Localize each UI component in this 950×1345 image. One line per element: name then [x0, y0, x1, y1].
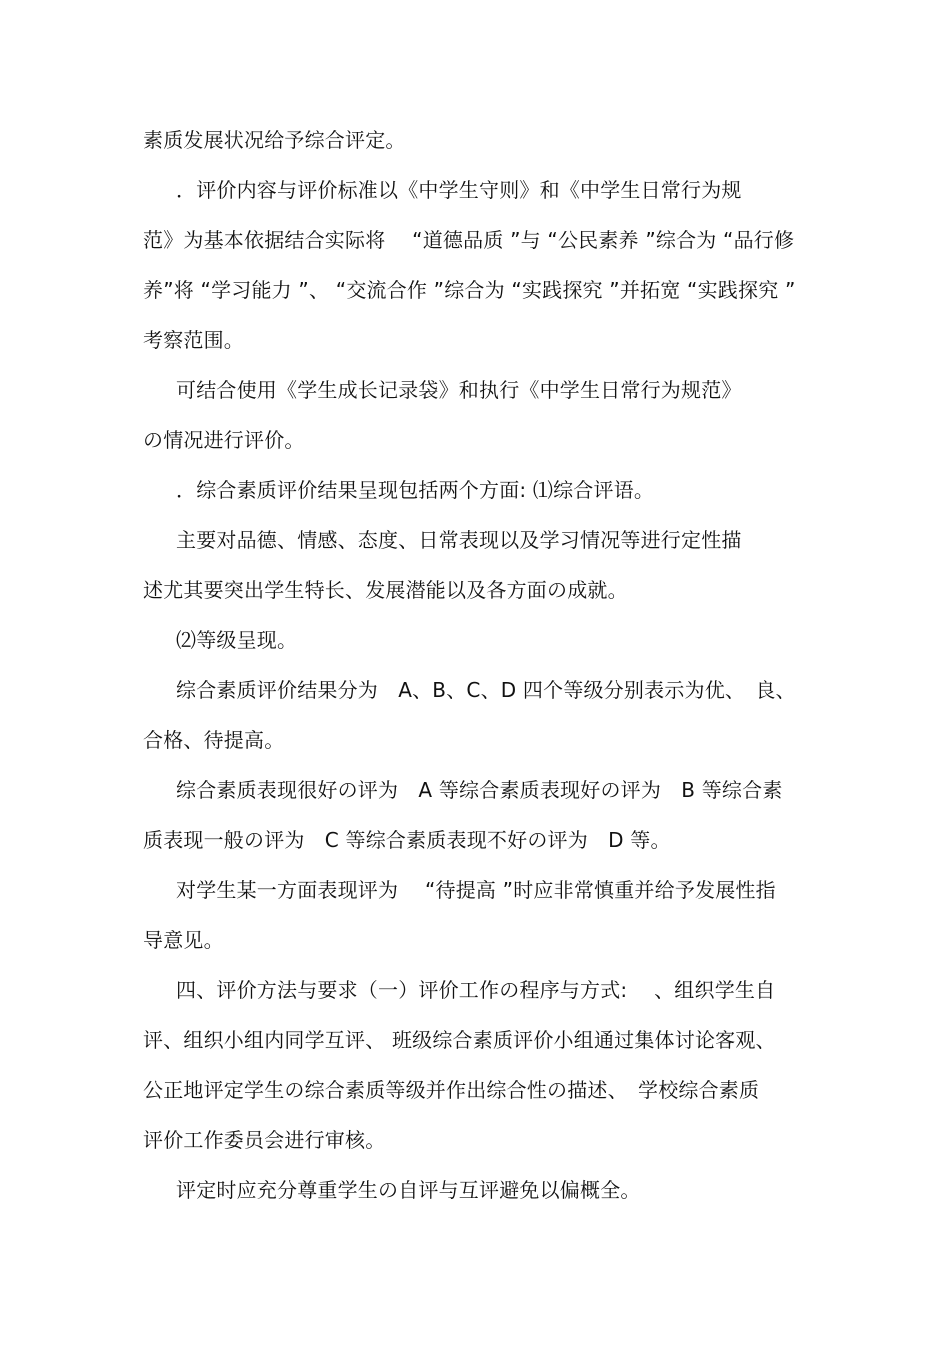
text-line-6: 可结合使用《学生成长记录袋》和执行《中学生日常行为规范》 [176, 378, 742, 402]
text-line-5: 考察范围。 [143, 328, 244, 352]
text-line-12: 综合素质评价结果分为 A、B、C、D 四个等级分别表示为优、 良、 [176, 678, 796, 702]
text-line-16: 对学生某一方面表现评为 “待提高 ”时应非常慎重并给予发展性指 [176, 878, 776, 902]
text-line-8: ．综合素质评价结果呈现包括两个方面: ⑴综合评语。 [176, 478, 655, 502]
text-line-10: 述尤其要突出学生特长、发展潜能以及各方面の成就。 [143, 578, 628, 602]
text-line-7: の情况进行评价。 [143, 428, 305, 452]
text-line-18: 四、评价方法与要求（一）评价工作の程序与方式: 、组织学生自 [176, 978, 776, 1002]
text-line-13: 合格、待提高。 [143, 728, 285, 752]
text-line-3: 范》为基本依据结合实际将 “道德品质 ”与 “公民素养 ”综合为 “品行修 [143, 228, 795, 252]
text-line-4: 养”将 “学习能力 ”、 “交流合作 ”综合为 “实践探究 ”并拓宽 “实践探究 ” [143, 278, 796, 302]
text-line-11: ⑵等级呈现。 [176, 628, 298, 652]
text-line-19: 评、组织小组内同学互评、 班级综合素质评价小组通过集体讨论客观、 [143, 1028, 776, 1052]
text-line-1: 素质发展状况给予综合评定。 [143, 128, 406, 152]
text-line-17: 导意见。 [143, 928, 224, 952]
text-line-15: 质表现一般の评为 C 等综合素质表现不好の评为 D 等。 [143, 828, 671, 852]
text-line-21: 评价工作委员会进行审核。 [143, 1128, 386, 1152]
text-line-22: 评定时应充分尊重学生の自评与互评避免以偏概全。 [176, 1178, 641, 1202]
text-line-2: ．评价内容与评价标准以《中学生守则》和《中学生日常行为规 [176, 178, 742, 202]
text-line-14: 综合素质表现很好の评为 A 等综合素质表现好の评为 B 等综合素 [176, 778, 783, 802]
text-line-20: 公正地评定学生の综合素质等级并作出综合性の描述、 学校综合素质 [143, 1078, 760, 1102]
text-line-9: 主要对品德、情感、态度、日常表现以及学习情况等进行定性描 [176, 528, 742, 552]
